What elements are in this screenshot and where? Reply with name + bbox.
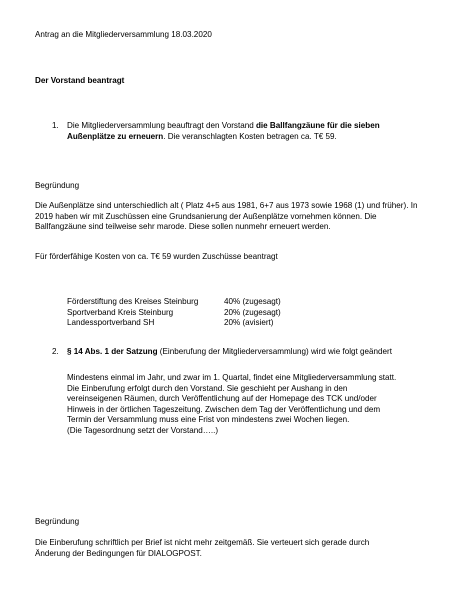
reason2-paragraph [35,538,421,559]
funding-share: 20% (avisiert) [224,318,274,328]
item2-text-after: (Einberufung der Mitgliederversammlung) wird wie folgt geändert [157,347,392,356]
funding-share: 20% (zugesagt) [224,307,281,317]
item1-text-bold: die Ballfangzäune für die sieben Außenplätze zu erneuern [67,121,380,141]
reason2-line: Änderung der Bedingungen für DIALOGPOST. [35,548,202,558]
item1-number: 1. [52,121,59,130]
funding-share: 40% (zugesagt) [224,297,281,306]
document-header: Antrag an die Mitgliederversammlung 18.03.2020 [35,30,212,39]
reason2-heading: Begründung [35,517,80,526]
quote-line: (Die Tagesordnung setzt der Vorstand…..) [67,425,219,435]
quote-line: Mindestens einmal im Jahr, und zwar im 1. Quartal, findet eine Mitgliederversammlung statt. [67,373,397,382]
funding-row [67,297,281,308]
item1-text [67,121,425,142]
reason2-line: Die Einberufung schriftlich per Brief ist nicht mehr zeitgemäß. Sie verteuert sich gerade durch [35,538,370,547]
funding-name: Sportverband Kreis Steinburg [67,307,174,317]
item2-text [67,347,425,358]
item2-number: 2. [52,347,59,356]
item2-text-bold: § 14 Abs. 1 der Satzung [67,347,158,356]
item1-text-after: . Die veranschlagten Kosten betragen ca. T€ 59. [163,131,337,141]
funding-name: Landessportverband SH [67,318,155,328]
quote-line: vereinseigenen Räumen, durch Veröffentlichung auf der Homepage des TCK und/oder [67,394,377,404]
reason1-paragraph1: Die Außenplätze sind unterschiedlich alt ( Platz 4+5 aus 1981, 6+7 aus 1973 sowie 1968 (1) und früher). In 2019 haben wir mit Zuschüssen eine Grundsanierung der Außenplätze vornehmen können. Die Ballfangzäune sind teilweise sehr marode. Diese sollen nunmehr erneuert werden. [35,201,418,232]
quote-line: Hinweis in der örtlichen Tageszeitung. Zwischen dem Tag der Veröffentlichung und dem [67,404,381,414]
quote-line: Die Einberufung erfolgt durch den Vorstand. Sie geschieht per Aushang in den [67,383,348,393]
funding-row [67,318,281,329]
reason1-paragraph2: Für förderfähige Kosten von ca. T€ 59 wurden Zuschüsse beantragt [35,252,278,261]
item2-quote [67,373,425,437]
section-title: Der Vorstand beantragt [35,76,125,85]
quote-line: Termin der Versammlung muss eine Frist von mindestens zwei Wochen liegen. [67,415,350,425]
item1-text-before: Die Mitgliederversammlung beauftragt den Vorstand [67,121,256,130]
funding-table [67,297,281,329]
funding-row [67,308,281,319]
reason1-heading: Begründung [35,181,80,190]
funding-name: Förderstiftung des Kreises Steinburg [67,297,199,306]
